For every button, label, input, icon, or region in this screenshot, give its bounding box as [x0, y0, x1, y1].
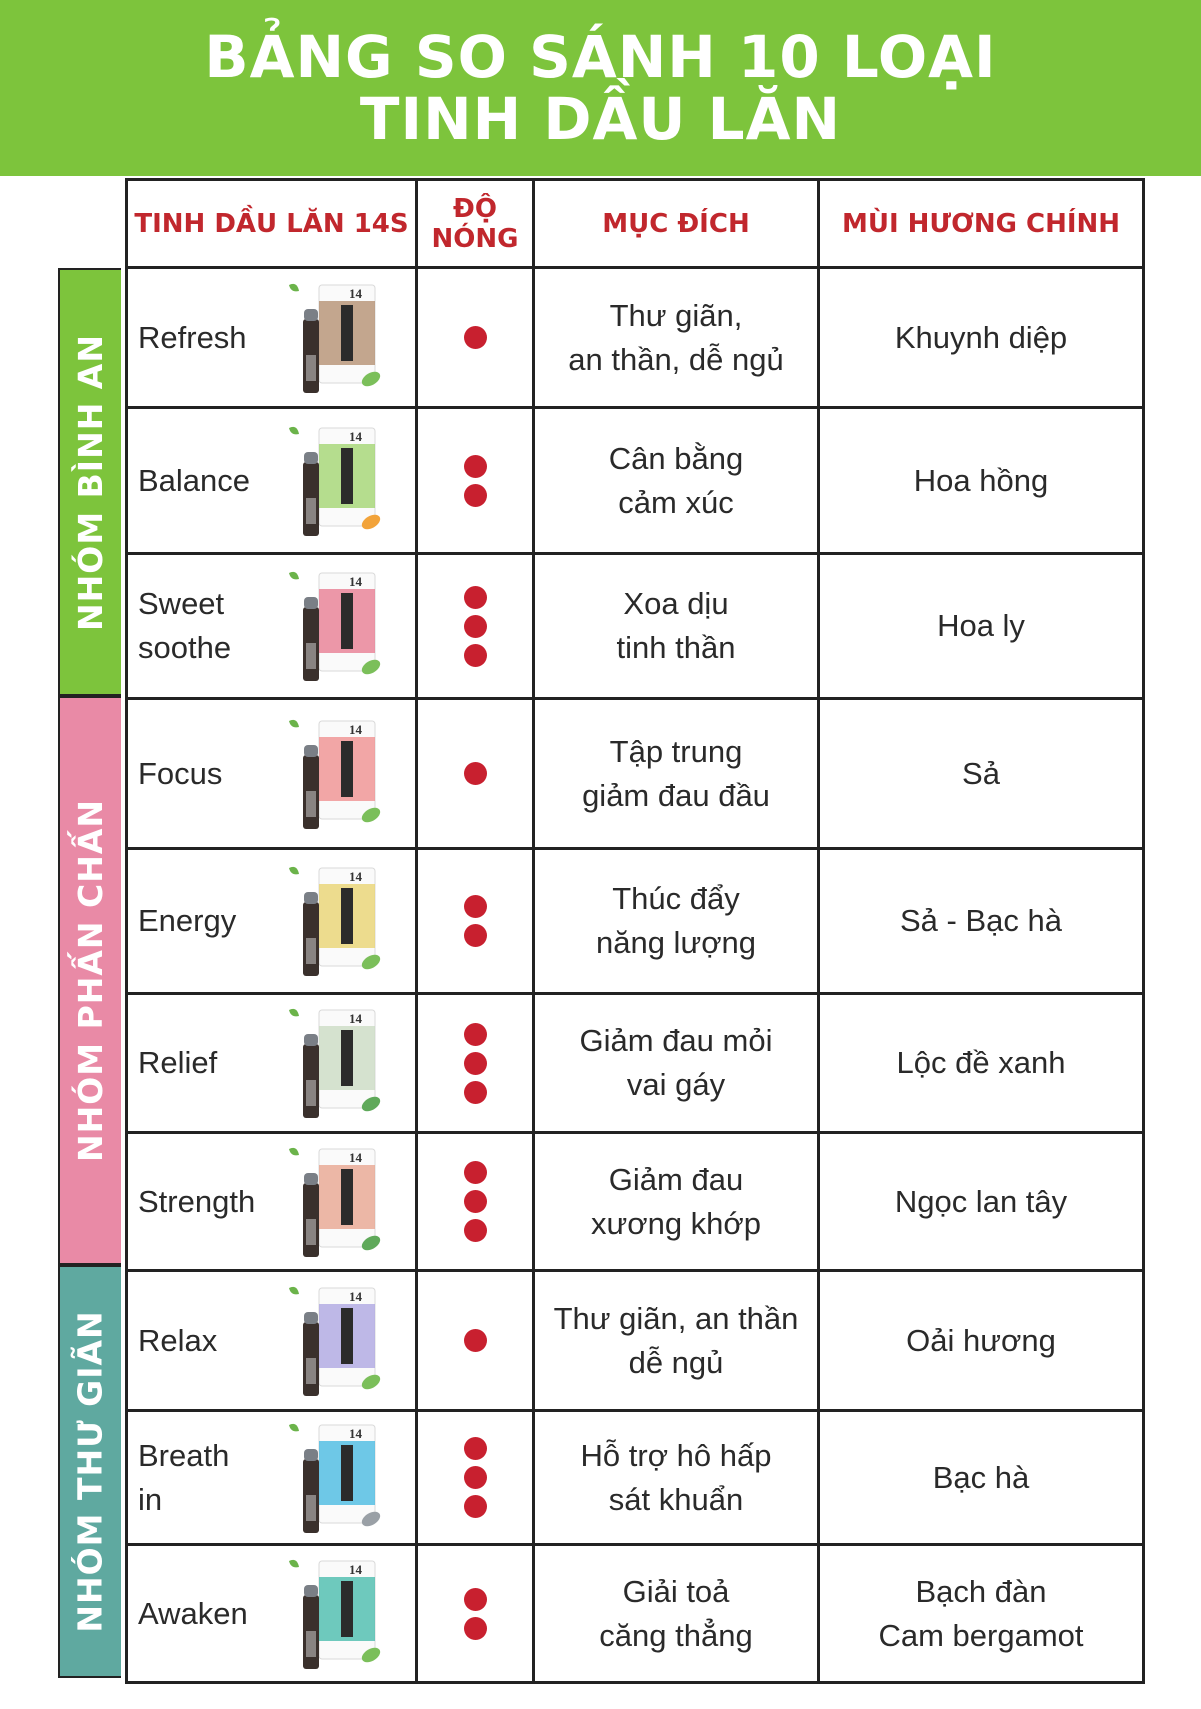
- heat-dot: [464, 1617, 487, 1640]
- scent-line-1: Bạc hà: [932, 1459, 1030, 1495]
- scent-line-1: Ngọc lan tây: [894, 1183, 1068, 1219]
- heat-dot: [464, 1466, 487, 1489]
- comparison-table: [125, 178, 1145, 1684]
- scent-line-2: Cam bergamot: [878, 1617, 1084, 1653]
- header-scent: MÙI HƯƠNG CHÍNH: [819, 180, 1144, 268]
- purpose-line-1: Thư giãn, an thần: [553, 1300, 799, 1336]
- product-name-line-1: Relief: [138, 1045, 218, 1080]
- heat-dots: [418, 326, 532, 349]
- scent-cell: [819, 1545, 1144, 1683]
- heat-cell: [417, 1271, 534, 1411]
- product-image: [285, 862, 385, 980]
- heat-dot: [464, 586, 487, 609]
- scent-cell: [819, 268, 1144, 408]
- table-row: [127, 268, 1144, 408]
- group-label-binh-an: [58, 268, 121, 696]
- header-heat-line-1: ĐỘ: [453, 193, 497, 224]
- scent-cell: [819, 849, 1144, 994]
- scent-line-1: Sả - Bạc hà: [900, 903, 1062, 938]
- heat-dot: [464, 1023, 487, 1046]
- svg-text:14: 14: [349, 1561, 362, 1577]
- product-image: [285, 567, 385, 685]
- purpose-cell: [534, 994, 819, 1133]
- purpose-line-2: giảm đau đầu: [582, 777, 770, 813]
- scent-cell: [819, 1411, 1144, 1545]
- purpose-line-2: vai gáy: [626, 1067, 726, 1102]
- title-line-1: BẢNG SO SÁNH 10 LOẠI: [204, 23, 997, 91]
- product-cell: [127, 849, 417, 994]
- table-row: [127, 1271, 1144, 1411]
- purpose-line-1: Giải toả: [622, 1573, 730, 1609]
- product-cell: [127, 1271, 417, 1411]
- product-name-line-1: Breath: [138, 1437, 230, 1473]
- product-name-line-1: Focus: [138, 755, 223, 791]
- product-name-line-1: Sweet: [138, 586, 225, 621]
- product-name-line-1: Awaken: [138, 1595, 248, 1631]
- purpose-cell: [534, 408, 819, 554]
- product-cell: [127, 554, 417, 699]
- heat-dots: [418, 1329, 532, 1352]
- table-row: [127, 699, 1144, 849]
- table-body: [127, 268, 1144, 1683]
- svg-text:14: 14: [349, 1288, 362, 1304]
- purpose-line-2: cảm xúc: [618, 484, 734, 520]
- heat-dots: [418, 1161, 532, 1242]
- table-row: [127, 554, 1144, 699]
- purpose-cell: [534, 1271, 819, 1411]
- product-image: [285, 1282, 385, 1400]
- product-image: [285, 1143, 385, 1261]
- heat-dot: [464, 1495, 487, 1518]
- title-line-2: TINH DẦU LĂN: [359, 85, 842, 153]
- heat-dot: [464, 1588, 487, 1611]
- group-label-thu-gian: [58, 1265, 121, 1678]
- scent-cell: [819, 699, 1144, 849]
- product-name-line-2: in: [138, 1481, 163, 1517]
- purpose-cell: [534, 554, 819, 699]
- product-image: [285, 1555, 385, 1673]
- product-image: [285, 715, 385, 833]
- product-cell: [127, 1133, 417, 1271]
- product-cell: [127, 1411, 417, 1545]
- header-heat: [417, 180, 534, 268]
- group-label-text: NHÓM BÌNH AN: [71, 333, 110, 631]
- scent-line-1: Sả: [962, 755, 1000, 791]
- purpose-line-1: Thúc đẩy: [612, 881, 740, 916]
- purpose-line-1: Cân bằng: [608, 440, 744, 476]
- svg-text:14: 14: [349, 428, 362, 444]
- table-row: [127, 994, 1144, 1133]
- heat-dot: [464, 1437, 487, 1460]
- product-cell: [127, 408, 417, 554]
- heat-cell: [417, 1133, 534, 1271]
- heat-dots: [418, 586, 532, 667]
- svg-text:14: 14: [349, 721, 362, 737]
- heat-cell: [417, 849, 534, 994]
- svg-text:14: 14: [349, 869, 362, 884]
- scent-line-1: Oải hương: [906, 1322, 1056, 1358]
- heat-dot: [464, 1219, 487, 1242]
- purpose-line-2: dễ ngủ: [628, 1344, 724, 1380]
- heat-dots: [418, 1437, 532, 1518]
- header-product: TINH DẦU LĂN 14S: [127, 180, 417, 268]
- product-name-line-1: Balance: [138, 462, 251, 498]
- heat-cell: [417, 408, 534, 554]
- product-cell: [127, 268, 417, 408]
- product-name-line-1: Energy: [138, 903, 237, 938]
- product-name: [138, 1434, 229, 1522]
- heat-dots: [418, 895, 532, 947]
- product-name: [138, 752, 222, 796]
- table-row: [127, 849, 1144, 994]
- scent-line-1: Khuynh diệp: [894, 319, 1068, 355]
- heat-cell: [417, 699, 534, 849]
- table-row: [127, 1411, 1144, 1545]
- product-name: [138, 459, 250, 503]
- purpose-line-1: Thư giãn,: [609, 297, 743, 333]
- product-name: [138, 1319, 217, 1363]
- svg-text:14: 14: [349, 1425, 362, 1441]
- purpose-line-1: Giảm đau mỏi: [579, 1023, 773, 1058]
- heat-dot: [464, 1081, 487, 1104]
- scent-line-1: Hoa hồng: [913, 462, 1049, 498]
- purpose-cell: [534, 849, 819, 994]
- svg-text:14: 14: [349, 1011, 362, 1026]
- heat-dot: [464, 924, 487, 947]
- purpose-cell: [534, 1545, 819, 1683]
- product-image: [285, 422, 385, 540]
- product-name-line-1: Relax: [138, 1322, 218, 1358]
- heat-dot: [464, 1190, 487, 1213]
- heat-dot: [464, 1329, 487, 1352]
- heat-dot: [464, 1161, 487, 1184]
- scent-cell: [819, 1271, 1144, 1411]
- product-name-line-2: soothe: [138, 630, 232, 665]
- svg-text:14: 14: [349, 1149, 362, 1165]
- title-banner: [0, 0, 1201, 176]
- product-image: [285, 279, 385, 397]
- group-label-text: NHÓM THƯ GIÃN: [71, 1310, 111, 1633]
- scent-line-1: Hoa ly: [937, 608, 1025, 643]
- product-name: [138, 316, 247, 360]
- scent-cell: [819, 994, 1144, 1133]
- purpose-cell: [534, 1133, 819, 1271]
- heat-cell: [417, 554, 534, 699]
- product-cell: [127, 1545, 417, 1683]
- heat-dot: [464, 455, 487, 478]
- purpose-line-2: xương khớp: [591, 1205, 761, 1241]
- product-image: [285, 1419, 385, 1537]
- table-row: [127, 408, 1144, 554]
- scent-cell: [819, 1133, 1144, 1271]
- group-label-text: NHÓM PHẤN CHẤN: [71, 798, 110, 1163]
- heat-cell: [417, 994, 534, 1133]
- product-name: [138, 1041, 217, 1085]
- heat-dot: [464, 895, 487, 918]
- product-name-line-1: Strength: [138, 1183, 256, 1219]
- heat-dots: [418, 762, 532, 785]
- purpose-line-2: năng lượng: [595, 925, 757, 960]
- heat-dot: [464, 484, 487, 507]
- purpose-line-2: sát khuẩn: [608, 1481, 744, 1517]
- svg-text:14: 14: [349, 285, 362, 301]
- product-name-line-1: Refresh: [138, 319, 247, 355]
- table-row: [127, 1133, 1144, 1271]
- product-name: [138, 582, 231, 670]
- purpose-cell: [534, 1411, 819, 1545]
- product-cell: [127, 994, 417, 1133]
- heat-cell: [417, 268, 534, 408]
- header-heat-line-2: NÓNG: [431, 223, 519, 254]
- heat-dots: [418, 1588, 532, 1640]
- product-name: [138, 899, 236, 943]
- heat-dot: [464, 1052, 487, 1075]
- header-purpose: MỤC ĐÍCH: [534, 180, 819, 268]
- heat-dot: [464, 326, 487, 349]
- scent-line-1: Bạch đàn: [915, 1573, 1047, 1609]
- heat-cell: [417, 1545, 534, 1683]
- purpose-line-1: Tập trung: [609, 733, 743, 769]
- heat-dots: [418, 1023, 532, 1104]
- scent-cell: [819, 408, 1144, 554]
- group-label-phan-chan: [58, 696, 121, 1265]
- heat-dots: [418, 455, 532, 507]
- heat-dot: [464, 762, 487, 785]
- product-image: [285, 1004, 385, 1122]
- scent-cell: [819, 554, 1144, 699]
- product-name: [138, 1180, 255, 1224]
- product-name: [138, 1592, 248, 1636]
- purpose-line-1: Hỗ trợ hô hấp: [580, 1437, 772, 1473]
- heat-cell: [417, 1411, 534, 1545]
- svg-text:14: 14: [349, 574, 362, 589]
- purpose-cell: [534, 268, 819, 408]
- heat-dot: [464, 615, 487, 638]
- purpose-line-2: tinh thần: [616, 630, 736, 665]
- purpose-cell: [534, 699, 819, 849]
- table-row: [127, 1545, 1144, 1683]
- product-cell: [127, 699, 417, 849]
- scent-line-1: Lộc đề xanh: [896, 1045, 1066, 1080]
- header-row: [127, 180, 1144, 268]
- purpose-line-1: Xoa dịu: [623, 586, 729, 621]
- purpose-line-2: căng thẳng: [599, 1617, 753, 1653]
- heat-dot: [464, 644, 487, 667]
- purpose-line-2: an thần, dễ ngủ: [568, 341, 784, 377]
- purpose-line-1: Giảm đau: [608, 1161, 744, 1197]
